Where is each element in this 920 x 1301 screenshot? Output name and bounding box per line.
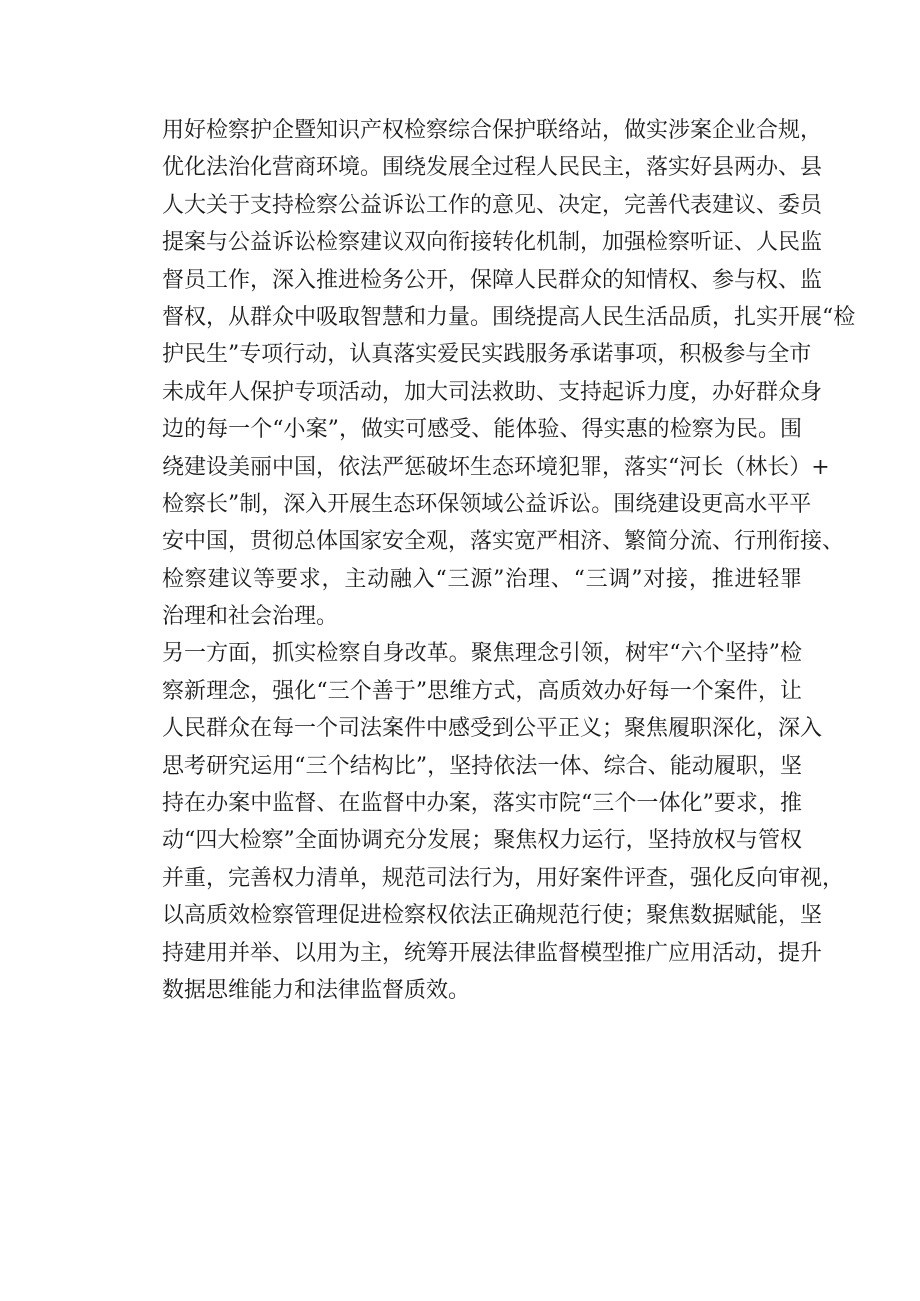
text-line: 未成年人保护专项活动，加大司法救助、支持起诉力度，办好群众身 xyxy=(162,379,823,405)
text-line: 人大关于支持检察公益诉讼工作的意见、决定，完善代表建议、委员 xyxy=(162,192,823,218)
text-line: 督权，从群众中吸取智慧和力量。围绕提高人民生活品质，扎实开展“检 xyxy=(162,304,856,330)
text-line: 安中国，贯彻总体国家安全观，落实宽严相济、繁简分流、行刑衔接、 xyxy=(162,529,845,555)
text-line: 持建用并举、以用为主，统筹开展法律监督模型推广应用活动，提升 xyxy=(162,940,823,966)
text-line: 绕建设美丽中国，依法严惩破坏生态环境犯罪，落实“河长（林长）+ xyxy=(162,454,830,480)
paragraph-2 xyxy=(162,635,845,1009)
text-line: 人民群众在每一个司法案件中感受到公平正义；聚焦履职深化，深入 xyxy=(162,716,823,742)
text-line: 动“四大检察”全面协调充分发展；聚焦权力运行，坚持放权与管权 xyxy=(162,828,802,854)
text-line: 并重，完善权力清单，规范司法行为，用好案件评查，强化反向审视， xyxy=(162,865,845,891)
paragraph-1 xyxy=(162,112,856,635)
text-line: 边的每一个“小案”，做实可感受、能体验、得实惠的检察为民。围 xyxy=(162,417,802,443)
text-line: 数据思维能力和法律监督质效。 xyxy=(162,977,471,1003)
text-line: 优化法治化营商环境。围绕发展全过程人民民主，落实好县两办、县 xyxy=(162,155,823,181)
text-line: 思考研究运用“三个结构比”，坚持依法一体、综合、能动履职，坚 xyxy=(162,753,802,779)
text-line: 用好检察护企暨知识产权检察综合保护联络站，做实涉案企业合规， xyxy=(162,118,823,143)
document-body xyxy=(162,112,856,1009)
text-line: 检察长”制，深入开展生态环保领域公益诉讼。围绕建设更高水平平 xyxy=(162,491,812,517)
text-line: 提案与公益诉讼检察建议双向衔接转化机制，加强检察听证、人民监 xyxy=(162,230,823,256)
text-line: 持在办案中监督、在监督中办案，落实市院“三个一体化”要求，推 xyxy=(162,791,802,817)
text-line: 以高质效检察管理促进检察权依法正确规范行使；聚焦数据赋能，坚 xyxy=(162,903,823,929)
text-line: 检察建议等要求，主动融入“三源”治理、“三调”对接，推进轻罪 xyxy=(162,566,802,592)
text-line: 察新理念，强化“三个善于”思维方式，高质效办好每一个案件，让 xyxy=(162,678,802,704)
text-line: 另一方面，抓实检察自身改革。聚焦理念引领，树牢“六个坚持”检 xyxy=(162,641,802,667)
text-line: 治理和社会治理。 xyxy=(162,604,339,630)
text-line: 护民生”专项行动，认真落实爱民实践服务承诺事项，积极参与全市 xyxy=(162,342,812,368)
text-line: 督员工作，深入推进检务公开，保障人民群众的知情权、参与权、监 xyxy=(162,267,823,293)
